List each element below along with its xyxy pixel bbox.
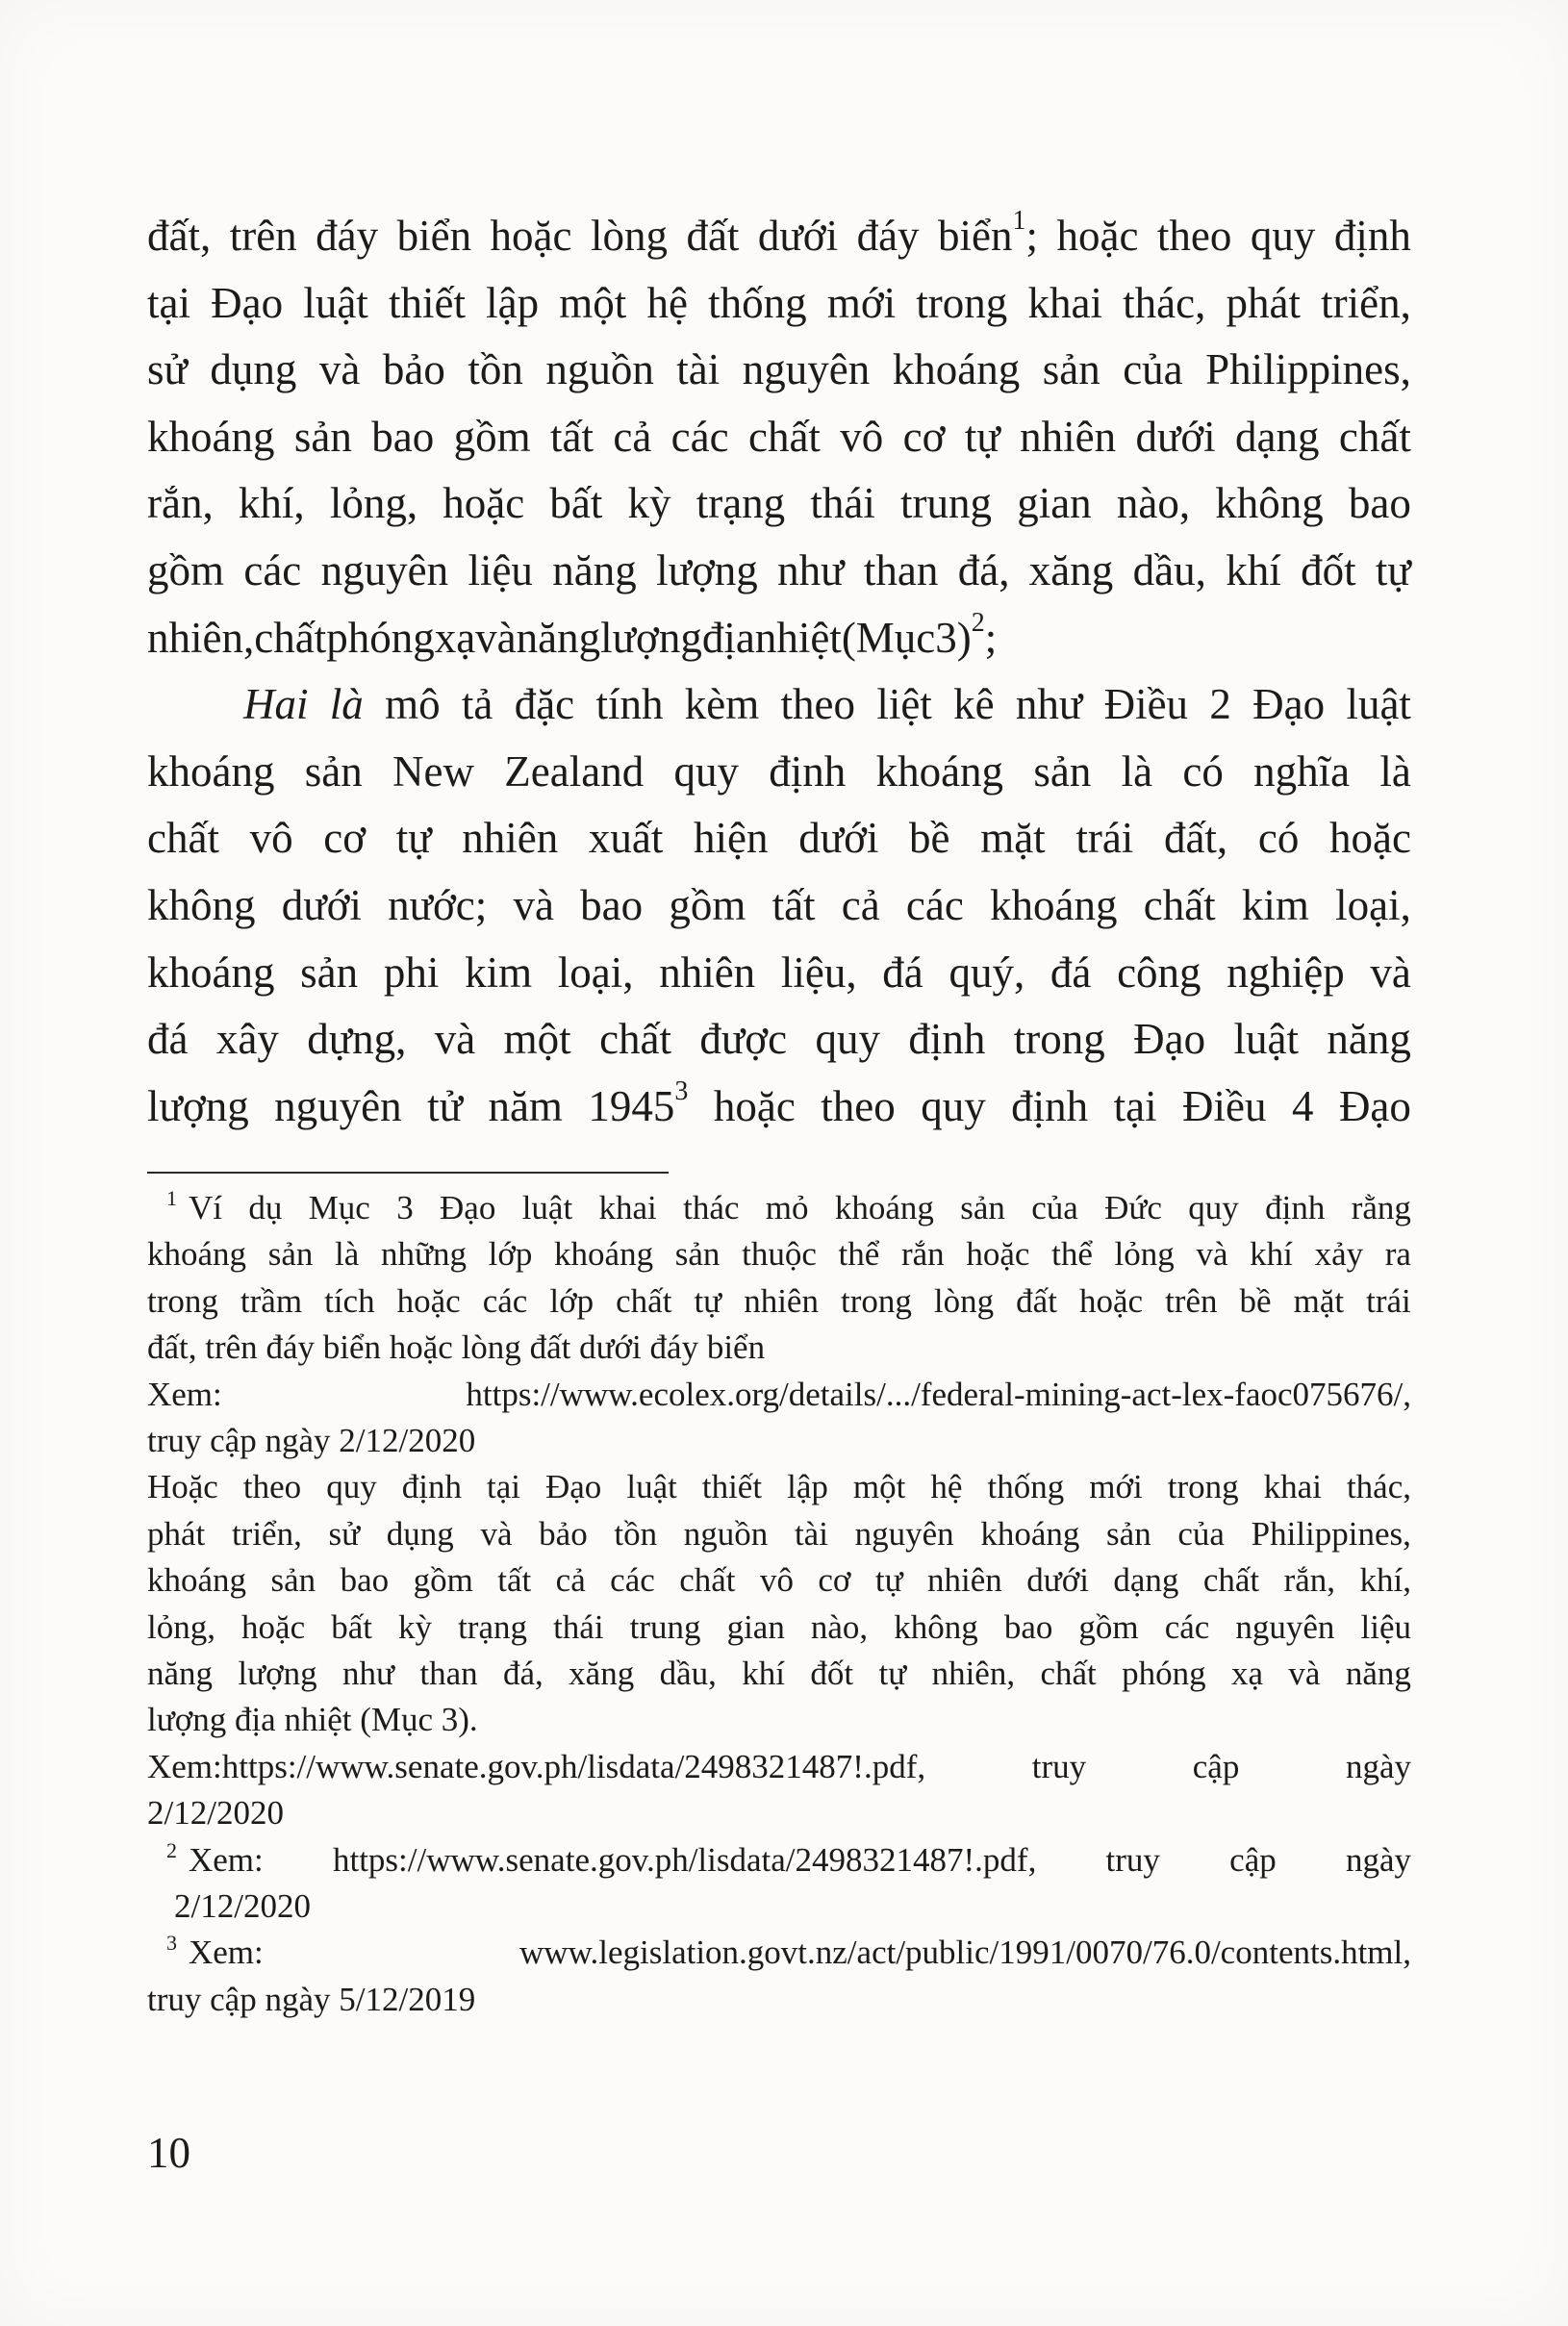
footnote-line: lượng địa nhiệt (Mục 3). [147,1701,478,1739]
text-line: chất vô cơ tự nhiên xuất hiện dưới bề mặt trái đất, có hoặc [147,814,1411,863]
footnote-line: $^3$ Xem: www.legislation.govt.nz/act/public/1991/0070/76.0/contents.html, [166,1931,1411,1972]
footnote-divider [147,1172,669,1174]
footnote-marker: 1 [1012,206,1026,236]
footnote-line: Hoặc theo quy định tại Đạo luật thiết lập một hệ thống mới trong khai thác, [147,1468,1411,1506]
footnote-line: truy cập ngày 5/12/2019 [147,1980,476,2018]
text-line: khoáng sản phi kim loại, nhiên liệu, đá quý, đá công nghiệp và [147,948,1411,997]
footnote-line: 2/12/2020 [147,1794,284,1833]
footnote-line: $^2$ Xem: https://www.senate.gov.ph/lisdata/2498321487!.pdf, truy cập ngày [166,1837,1411,1879]
text-line: lượng nguyên tử năm 1945$^3$ hoặc theo quy định tại Điều 4 Đạo [147,1075,1411,1130]
footnote-line: phát triển, sử dụng và bảo tồn nguồn tài nguyên khoáng sản của Philippines, [147,1514,1411,1553]
text-line: đá xây dựng, và một chất được quy định trong Đạo luật năng [147,1015,1411,1064]
text-line: tại Đạo luật thiết lập một hệ thống mới trong khai thác, phát triển, [147,278,1411,327]
footnote-line: khoáng sản là những lớp khoáng sản thuộc thể rắn hoặc thể lỏng và khí xảy ra [147,1235,1411,1274]
page-number: 10 [147,2129,190,2177]
footnote-marker: 2 [971,607,985,638]
footnote-line: $^1$ Ví dụ Mục 3 Đạo luật khai thác mỏ khoáng sản của Đức quy định rằng [166,1186,1411,1226]
footnote-line: 2/12/2020 [174,1887,311,1925]
footnote-line: truy cập ngày 2/12/2020 [147,1422,476,1459]
footnote-marker: 3 [674,1075,689,1106]
footnote-line: khoáng sản bao gồm tất cả các chất vô cơ tự nhiên dưới dạng chất rắn, khí, [147,1561,1411,1600]
footnote-marker: 2 [166,1837,177,1862]
text-line: khoáng sản bao gồm tất cả các chất vô cơ tự nhiên dưới dạng chất [147,412,1411,461]
text-line: khoáng sản New Zealand quy định khoáng sản là có nghĩa là [147,746,1411,796]
text-line: không dưới nước; và bao gồm tất cả các khoáng chất kim loại, [147,881,1411,929]
footnote-line: đất, trên đáy biển hoặc lòng đất dưới đáy biển [147,1328,766,1367]
footnote-line: Xem: https://www.ecolex.org/details/.../federal-mining-act-lex-faoc075676/, [147,1375,1411,1413]
text-line: gồm các nguyên liệu năng lượng như than đá, xăng dầu, khí đốt tự [147,546,1411,594]
text-line: nhiên,chấtphóngxạvànănglượngđịanhiệt(Mục3)$^2$; [147,607,998,662]
text-line: đất, trên đáy biển hoặc lòng đất dưới đáy biển$^1$; hoặc theo quy định [147,206,1411,260]
text-line: sử dụng và bảo tồn nguồn tài nguyên khoáng sản của Philippines, [147,345,1411,394]
footnote-line: trong trầm tích hoặc các lớp chất tự nhiên trong lòng đất hoặc trên bề mặt trái [147,1281,1411,1320]
footnote-marker: 1 [166,1186,177,1210]
footnote-line: lỏng, hoặc bất kỳ trạng thái trung gian nào, không bao gồm các nguyên liệu [147,1607,1411,1646]
text-line: rắn, khí, lỏng, hoặc bất kỳ trạng thái trung gian nào, không bao [147,479,1411,528]
footnote-line: Xem:https://www.senate.gov.ph/lisdata/2498321487!.pdf, truy cập ngày [147,1747,1411,1785]
text-line: Hai là mô tả đặc tính kèm theo liệt kê như Điều 2 Đạo luật [243,680,1411,729]
footnote-line: năng lượng như than đá, xăng dầu, khí đốt tự nhiên, chất phóng xạ và năng [147,1655,1411,1692]
footnote-marker: 3 [166,1931,177,1956]
